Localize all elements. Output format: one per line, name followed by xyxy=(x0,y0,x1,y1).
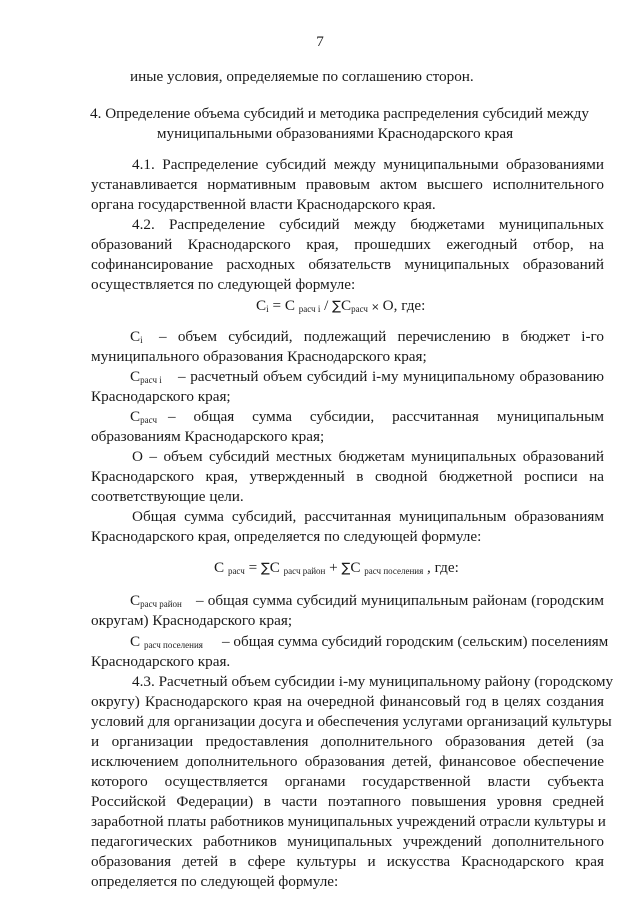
para-4-3-line-4: и организации предоставления дополнительного образования детей (за xyxy=(91,733,604,750)
def-crasch-i-text: – расчетный объем субсидий i-му муниципальному образованию xyxy=(178,368,604,385)
def-o-text: О – объем субсидий местных бюджетам муниципальных образований xyxy=(132,448,604,465)
para-4-2-line-1: 4.2. Распределение субсидий между бюджетами муниципальных xyxy=(132,216,604,233)
def-crasch-label: $С_{расч}$ xyxy=(130,408,157,425)
page-number: 7 xyxy=(316,33,324,50)
para-4-3-line-5: исключением дополнительного образования детей, финансовое обеспечение xyxy=(91,753,604,770)
def-crasch-i-label: $С_{расч i}$ xyxy=(130,368,162,385)
def-o-text-2: Краснодарского края, утвержденный в сводной бюджетной росписи на xyxy=(91,468,604,485)
sum-symbol: ∑ xyxy=(260,561,270,576)
def-crasch-text: – общая сумма субсидии, рассчитанная муниципальным xyxy=(168,408,604,425)
para-4-3-line-3: условий для организации досуга и обеспечения услугами организаций культуры xyxy=(91,713,612,730)
para-4-2-line-3: софинансирование расходных обязательств муниципальных образований xyxy=(91,256,604,273)
def-cpos-label: С $_{расч поселения}$ xyxy=(130,633,203,650)
sum-symbol: ∑ xyxy=(341,561,351,576)
para-4-2-line-2: образований Краснодарского края, прошедших ежегодный отбор, на xyxy=(91,236,604,253)
def-craion-label: $С_{расч район}$ xyxy=(130,592,182,609)
def-cpos-text-cont: Краснодарского края. xyxy=(91,653,231,670)
para-4-1-line-3: органа государственной власти Краснодарского края. xyxy=(91,196,436,213)
total-sum-para-1: Общая сумма субсидий, рассчитанная муниципальным образованиям xyxy=(132,508,604,525)
formula-total-sum: С $_{расч}$ = ∑С $_{расч район}$ + ∑С $_{расч поселения}$ , где: xyxy=(214,559,459,576)
formula-subsidy-ci: $C_i = С$ $_{расч i} / \sum С_{расч} \times О$, где: xyxy=(256,297,426,314)
para-4-1-line-1: 4.1. Распределение субсидий между муниципальными образованиями xyxy=(132,156,604,173)
sum-symbol: ∑ xyxy=(332,299,341,314)
def-cpos-text: – общая сумма субсидий городским (сельским) поселениям xyxy=(222,633,609,650)
def-ci-text: – объем субсидий, подлежащий перечислению в бюджет i-го xyxy=(159,328,604,345)
def-o-text-3: соответствующие цели. xyxy=(91,488,244,505)
para-4-3-line-11: определяется по следующей формуле: xyxy=(91,873,339,890)
para-4-3-line-1: 4.3. Расчетный объем субсидии i-му муниципальному району (городскому xyxy=(132,673,614,690)
section-heading: 4. Определение объема субсидий и методика распределения субсидий между xyxy=(90,105,589,122)
def-craion-text-cont: округам) Краснодарского края; xyxy=(91,612,293,629)
total-sum-para-2: Краснодарского края, определяется по следующей формуле: xyxy=(91,528,482,545)
def-ci-label: $С_i$ xyxy=(130,328,143,345)
def-crasch-i-text-cont: Краснодарского края; xyxy=(91,388,231,405)
para-4-3-line-7: Российской Федерации) в части поэтапного повышения уровня средней xyxy=(91,793,604,810)
def-craion-text: – общая сумма субсидий муниципальным районам (городским xyxy=(196,592,604,609)
para-4-3-line-9: педагогических работников муниципальных учреждений дополнительного xyxy=(91,833,604,850)
para-4-3-line-2: округу) Краснодарского края на очередной финансовый год в целях создания xyxy=(91,693,604,710)
times-symbol: × xyxy=(367,302,383,313)
para-4-3-line-6: которого осуществляется органами государственной власти субъекта xyxy=(91,773,604,790)
section-heading-cont: муниципальными образованиями Краснодарского края xyxy=(156,125,514,142)
para-4-3-line-8: заработной платы работников муниципальных учреждений отрасли культуры и xyxy=(91,813,606,830)
def-ci-text-cont: муниципального образования Краснодарского края; xyxy=(91,348,427,365)
para-4-1-line-2: устанавливается нормативным правовым актом высшего исполнительного xyxy=(91,176,604,193)
para-4-2-line-4: осуществляется по следующей формуле: xyxy=(91,276,356,293)
def-crasch-text-cont: образованиям Краснодарского края; xyxy=(91,428,325,445)
para-4-3-line-10: образования детей в сфере культуры и искусства Краснодарского края xyxy=(91,853,604,870)
text-line-closing: иные условия, определяемые по соглашению сторон. xyxy=(130,68,474,85)
